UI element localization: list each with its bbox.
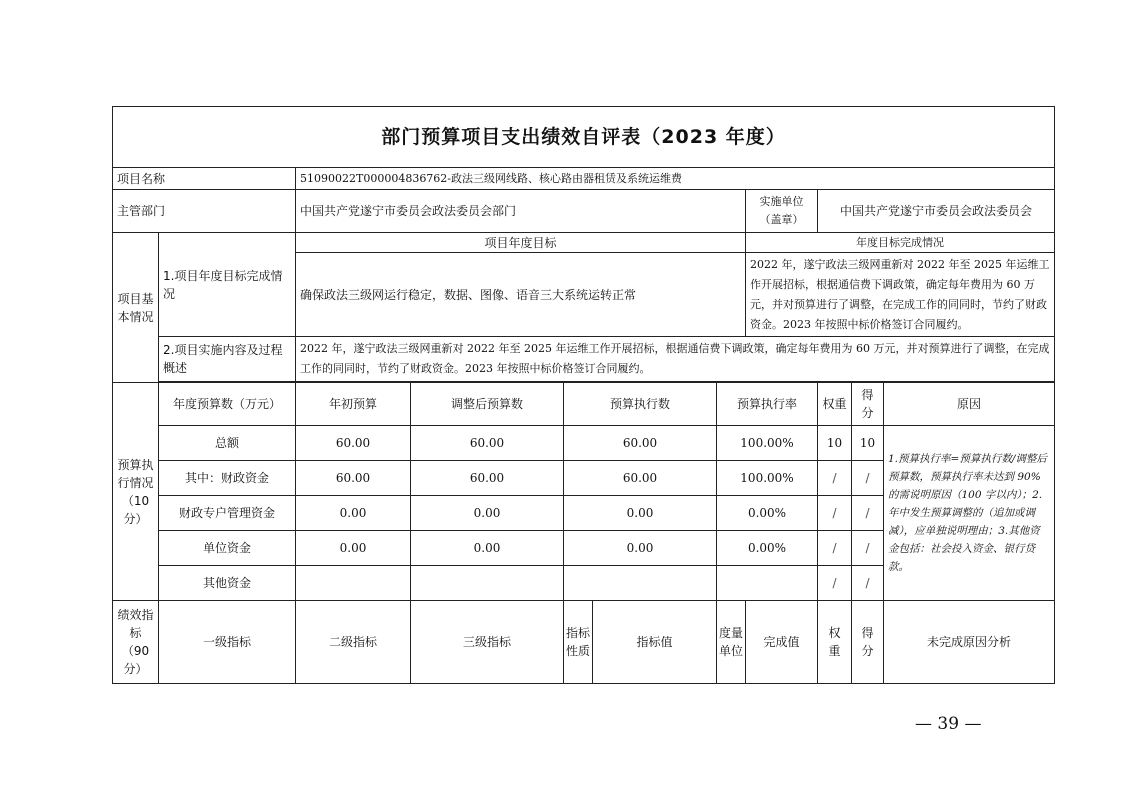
budget-row-label: 总额 <box>159 426 296 461</box>
budget-reason-note: 1.预算执行率=预算执行数/调整后预算数，预算执行率未达到 90%的需说明原因（100 字以内）；2.年中发生预算调整的（追加或调减），应单独说明理由；3.其他资金包括：社会投入资金、银行贷款。 <box>884 426 1055 601</box>
budget-row-score: / <box>852 531 884 566</box>
perf-section-label: 绩效指标（90分） <box>113 601 159 684</box>
implementation-text: 2022 年，遂宁政法三级网重新对 2022 年至 2025 年运维工作开展招标，根据通信费下调政策，确定每年费用为 60 万元，并对预算进行了调整，在完成工作的同同时，节约了财政资金。2023 年按照中标价格签订合同履约。 <box>296 337 1055 382</box>
budget-header-rate: 预算执行率 <box>717 383 818 426</box>
perf-header-nature: 指标性质 <box>564 601 593 684</box>
budget-row-adjusted: 60.00 <box>411 461 564 496</box>
evaluation-form <box>112 106 1054 684</box>
basic-section-label: 项目基本情况 <box>113 233 159 383</box>
budget-row-label: 单位资金 <box>159 531 296 566</box>
budget-row-score: / <box>852 496 884 531</box>
budget-row-label: 其中：财政资金 <box>159 461 296 496</box>
perf-header-weight: 权重 <box>818 601 852 684</box>
goal-completion-text: 2022 年，遂宁政法三级网重新对 2022 年至 2025 年运维工作开展招标，根据通信费下调政策，确定每年费用为 60 万元，并对预算进行了调整，在完成工作的同同时，节约了财政资金。2023 年按照中标价格签订合同履约。 <box>746 253 1055 337</box>
budget-header-reason: 原因 <box>884 383 1055 426</box>
budget-row-rate: 0.00% <box>717 496 818 531</box>
impl-unit-label: 实施单位（盖章） <box>746 190 818 233</box>
budget-row-weight: / <box>818 566 852 601</box>
budget-row-weight: 10 <box>818 426 852 461</box>
perf-header-value: 指标值 <box>593 601 717 684</box>
budget-row-rate <box>717 566 818 601</box>
budget-header-score: 得分 <box>852 383 884 426</box>
perf-header-level2: 二级指标 <box>296 601 411 684</box>
budget-row-initial: 60.00 <box>296 461 411 496</box>
perf-header-unit: 度量单位 <box>717 601 746 684</box>
budget-row-label: 财政专户管理资金 <box>159 496 296 531</box>
budget-row-score: / <box>852 566 884 601</box>
budget-row-executed: 0.00 <box>564 531 717 566</box>
budget-row-initial <box>296 566 411 601</box>
budget-row-weight: / <box>818 461 852 496</box>
perf-header-completed: 完成值 <box>746 601 818 684</box>
budget-row <box>113 426 1055 461</box>
budget-row-adjusted <box>411 566 564 601</box>
impl-unit-value: 中国共产党遂宁市委员会政法委员会 <box>818 190 1055 233</box>
budget-header-weight: 权重 <box>818 383 852 426</box>
budget-row-weight: / <box>818 531 852 566</box>
budget-header-initial: 年初预算 <box>296 383 411 426</box>
page-number: — 39 — <box>915 714 982 734</box>
budget-row-executed: 0.00 <box>564 496 717 531</box>
project-name-label: 项目名称 <box>113 168 296 190</box>
budget-row-adjusted: 60.00 <box>411 426 564 461</box>
form-title: 部门预算项目支出绩效自评表（2023 年度） <box>113 107 1055 168</box>
budget-header-adjusted: 调整后预算数 <box>411 383 564 426</box>
budget-row-rate: 100.00% <box>717 461 818 496</box>
project-name-value: 51090022T000004836762-政法三级网线路、核心路由器租赁及系统运维费 <box>296 168 1055 190</box>
annual-goal-header: 项目年度目标 <box>296 233 746 253</box>
budget-row-executed: 60.00 <box>564 426 717 461</box>
budget-row-score: / <box>852 461 884 496</box>
goal-completion-header: 年度目标完成情况 <box>746 233 1055 253</box>
budget-row-weight: / <box>818 496 852 531</box>
budget-row-adjusted: 0.00 <box>411 496 564 531</box>
budget-row-initial: 0.00 <box>296 531 411 566</box>
budget-row-rate: 0.00% <box>717 531 818 566</box>
budget-row-label: 其他资金 <box>159 566 296 601</box>
implementation-row-label: 2.项目实施内容及过程概述 <box>159 337 296 382</box>
budget-row-rate: 100.00% <box>717 426 818 461</box>
budget-row-executed <box>564 566 717 601</box>
dept-label: 主管部门 <box>113 190 296 233</box>
dept-value: 中国共产党遂宁市委员会政法委员会部门 <box>296 190 746 233</box>
budget-row-initial: 0.00 <box>296 496 411 531</box>
goal-completion-row-label: 1.项目年度目标完成情况 <box>159 233 296 337</box>
budget-row-score: 10 <box>852 426 884 461</box>
budget-header-executed: 预算执行数 <box>564 383 717 426</box>
budget-row-initial: 60.00 <box>296 426 411 461</box>
perf-header-level3: 三级指标 <box>411 601 564 684</box>
perf-header-level1: 一级指标 <box>159 601 296 684</box>
budget-section-label: 预算执行情况（10分） <box>113 383 159 601</box>
perf-header-score: 得分 <box>852 601 884 684</box>
annual-goal-text: 确保政法三级网运行稳定，数据、图像、语音三大系统运转正常 <box>296 253 746 337</box>
budget-row-adjusted: 0.00 <box>411 531 564 566</box>
budget-header-annual: 年度预算数（万元） <box>159 383 296 426</box>
perf-header-analysis: 未完成原因分析 <box>884 601 1055 684</box>
form-table <box>112 106 1055 684</box>
budget-row-executed: 60.00 <box>564 461 717 496</box>
